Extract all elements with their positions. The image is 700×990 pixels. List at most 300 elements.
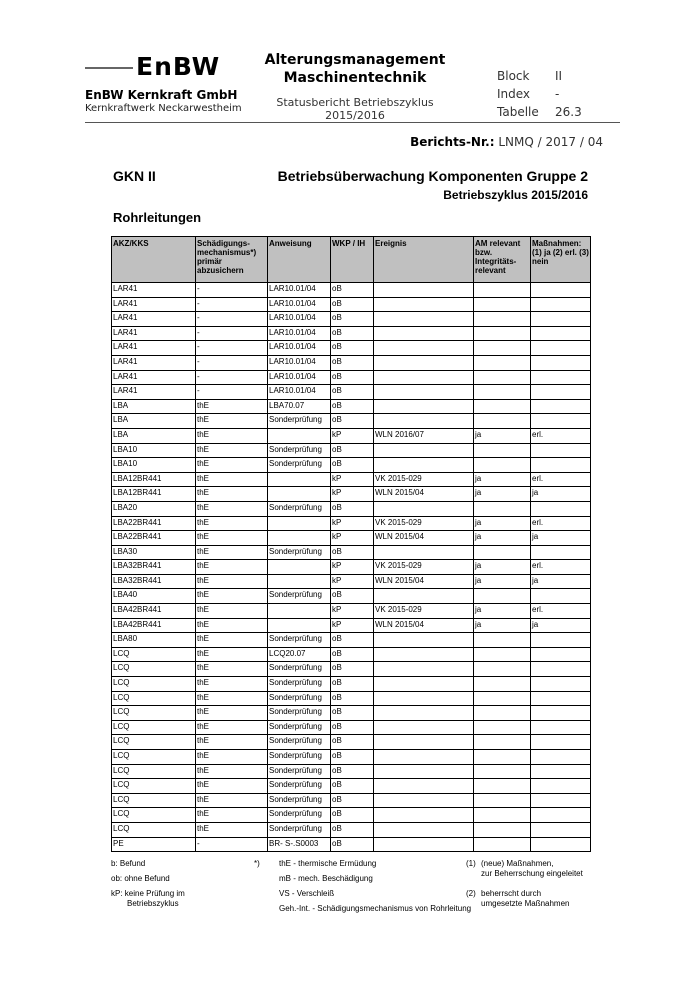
legend-the: thE - thermische Ermüdung xyxy=(279,859,377,868)
cell-am-relevant xyxy=(474,385,531,400)
cell-wkp: oB xyxy=(331,822,374,837)
header-event: Ereignis xyxy=(374,237,474,283)
cell-measures xyxy=(531,589,591,604)
logo-line xyxy=(85,67,133,69)
cell-event xyxy=(374,735,474,750)
cell-wkp: oB xyxy=(331,341,374,356)
cell-mechanism: thE xyxy=(196,574,268,589)
cell-akz: LCQ xyxy=(112,662,196,677)
table-row xyxy=(112,706,591,721)
cell-wkp: oB xyxy=(331,662,374,677)
cell-wkp: oB xyxy=(331,283,374,298)
table-row xyxy=(112,735,591,750)
cell-akz: LBA32BR441 xyxy=(112,560,196,575)
table-row xyxy=(112,326,591,341)
cell-event xyxy=(374,355,474,370)
cell-instruction: LAR10.01/04 xyxy=(268,326,331,341)
cell-measures xyxy=(531,501,591,516)
cell-event xyxy=(374,385,474,400)
cell-akz: LBA10 xyxy=(112,458,196,473)
cell-wkp: kP xyxy=(331,472,374,487)
cell-measures xyxy=(531,750,591,765)
cell-mechanism: thE xyxy=(196,472,268,487)
cell-mechanism: thE xyxy=(196,443,268,458)
cell-akz: LCQ xyxy=(112,720,196,735)
header-measures: Maßnahmen: (1) ja (2) erl. (3) nein xyxy=(531,237,591,283)
cell-instruction: Sonderprüfung xyxy=(268,764,331,779)
cell-event: VK 2015-029 xyxy=(374,604,474,619)
cell-akz: LBA30 xyxy=(112,545,196,560)
cell-am-relevant: ja xyxy=(474,574,531,589)
legend-keine-pruefung: kP: keine Prüfung im xyxy=(111,889,185,898)
cell-event: VK 2015-029 xyxy=(374,560,474,575)
cell-measures xyxy=(531,414,591,429)
cell-mechanism: thE xyxy=(196,531,268,546)
cell-am-relevant xyxy=(474,501,531,516)
legend-m1-text-cont: zur Beherrschung eingeleitet xyxy=(481,869,583,878)
table-row xyxy=(112,297,591,312)
cell-instruction: Sonderprüfung xyxy=(268,589,331,604)
cell-measures: erl. xyxy=(531,560,591,575)
cell-am-relevant xyxy=(474,355,531,370)
cell-akz: LCQ xyxy=(112,764,196,779)
cell-akz: LBA xyxy=(112,428,196,443)
cycle-subtitle: Betriebszyklus 2015/2016 xyxy=(443,188,588,202)
legend-befund: b: Befund xyxy=(111,859,146,868)
cell-wkp: kP xyxy=(331,560,374,575)
table-row xyxy=(112,779,591,794)
cell-am-relevant xyxy=(474,443,531,458)
cell-mechanism: thE xyxy=(196,764,268,779)
cell-measures xyxy=(531,341,591,356)
legend-ohne-befund: ob: ohne Befund xyxy=(111,874,170,883)
piping-table xyxy=(111,236,591,852)
cell-wkp: oB xyxy=(331,414,374,429)
table-row xyxy=(112,283,591,298)
cell-mechanism: thE xyxy=(196,428,268,443)
cell-instruction: Sonderprüfung xyxy=(268,720,331,735)
cell-instruction xyxy=(268,604,331,619)
header-instruction: Anweisung xyxy=(268,237,331,283)
cell-event xyxy=(374,808,474,823)
cell-akz: LBA80 xyxy=(112,633,196,648)
cell-mechanism: thE xyxy=(196,822,268,837)
cell-am-relevant: ja xyxy=(474,604,531,619)
table-row xyxy=(112,691,591,706)
cell-am-relevant: ja xyxy=(474,618,531,633)
cell-akz: LBA xyxy=(112,414,196,429)
cell-wkp: oB xyxy=(331,501,374,516)
cell-am-relevant xyxy=(474,808,531,823)
table-row xyxy=(112,516,591,531)
cell-instruction: Sonderprüfung xyxy=(268,677,331,692)
cell-am-relevant xyxy=(474,414,531,429)
cell-wkp: oB xyxy=(331,735,374,750)
cell-event xyxy=(374,779,474,794)
cell-am-relevant xyxy=(474,793,531,808)
table-row xyxy=(112,589,591,604)
cell-wkp: oB xyxy=(331,312,374,327)
cell-wkp: oB xyxy=(331,691,374,706)
page-title: Betriebsüberwachung Komponenten Gruppe 2 xyxy=(277,168,588,184)
cell-wkp: oB xyxy=(331,545,374,560)
cell-event xyxy=(374,399,474,414)
cell-akz: LBA20 xyxy=(112,501,196,516)
doc-subtitle: Statusbericht Betriebszyklus 2015/2016 xyxy=(276,96,434,122)
cell-wkp: oB xyxy=(331,720,374,735)
cell-event: VK 2015-029 xyxy=(374,516,474,531)
cell-akz: LCQ xyxy=(112,647,196,662)
cell-event xyxy=(374,312,474,327)
cell-instruction: LAR10.01/04 xyxy=(268,283,331,298)
cell-instruction: Sonderprüfung xyxy=(268,808,331,823)
cell-mechanism: thE xyxy=(196,677,268,692)
meta-table-value: 26.3 xyxy=(555,105,582,119)
cell-event: WLN 2015/04 xyxy=(374,574,474,589)
cell-akz: LCQ xyxy=(112,706,196,721)
table-row xyxy=(112,720,591,735)
cell-akz: LCQ xyxy=(112,735,196,750)
cell-measures: erl. xyxy=(531,472,591,487)
cell-mechanism: thE xyxy=(196,560,268,575)
report-number xyxy=(400,135,603,149)
table-row xyxy=(112,472,591,487)
cell-event xyxy=(374,326,474,341)
cell-instruction: LAR10.01/04 xyxy=(268,385,331,400)
table-row xyxy=(112,560,591,575)
meta-index-label: Index xyxy=(497,87,531,101)
cell-measures xyxy=(531,720,591,735)
cell-event xyxy=(374,501,474,516)
cell-event xyxy=(374,822,474,837)
plant-name: Kernkraftwerk Neckarwestheim xyxy=(85,103,242,114)
cell-am-relevant xyxy=(474,706,531,721)
header-akz: AKZ/KKS xyxy=(112,237,196,283)
cell-am-relevant xyxy=(474,691,531,706)
cell-mechanism: thE xyxy=(196,779,268,794)
meta-block-label: Block xyxy=(497,69,530,83)
cell-wkp: kP xyxy=(331,531,374,546)
cell-event xyxy=(374,677,474,692)
cell-mechanism: thE xyxy=(196,808,268,823)
cell-akz: LBA10 xyxy=(112,443,196,458)
cell-instruction: LAR10.01/04 xyxy=(268,370,331,385)
cell-mechanism: - xyxy=(196,312,268,327)
cell-wkp: kP xyxy=(331,574,374,589)
cell-instruction xyxy=(268,472,331,487)
header-mechanism: Schädigungs-mechanismus*) primär abzusichern xyxy=(196,237,268,283)
cell-wkp: oB xyxy=(331,750,374,765)
cell-instruction xyxy=(268,428,331,443)
cell-measures xyxy=(531,677,591,692)
cell-instruction: Sonderprüfung xyxy=(268,458,331,473)
cell-am-relevant xyxy=(474,764,531,779)
cell-instruction: Sonderprüfung xyxy=(268,779,331,794)
cell-wkp: oB xyxy=(331,399,374,414)
cell-mechanism: - xyxy=(196,341,268,356)
cell-mechanism: thE xyxy=(196,647,268,662)
cell-instruction: Sonderprüfung xyxy=(268,443,331,458)
legend-m2-mark: (2) xyxy=(466,889,476,898)
cell-measures xyxy=(531,443,591,458)
header-am-relevant: AM relevant bzw. Integritäts-relevant xyxy=(474,237,531,283)
cell-akz: LAR41 xyxy=(112,297,196,312)
cell-instruction: Sonderprüfung xyxy=(268,545,331,560)
cell-measures xyxy=(531,355,591,370)
cell-akz: LCQ xyxy=(112,822,196,837)
legend-m2-text: beherrscht durch xyxy=(481,889,542,898)
cell-instruction: LAR10.01/04 xyxy=(268,312,331,327)
cell-event xyxy=(374,297,474,312)
cell-instruction: Sonderprüfung xyxy=(268,750,331,765)
cell-instruction: Sonderprüfung xyxy=(268,633,331,648)
cell-instruction: Sonderprüfung xyxy=(268,822,331,837)
cell-am-relevant xyxy=(474,399,531,414)
legend-mb: mB - mech. Beschädigung xyxy=(279,874,373,883)
cell-instruction xyxy=(268,618,331,633)
cell-akz: LAR41 xyxy=(112,341,196,356)
meta-block-value: II xyxy=(555,69,563,83)
cell-measures xyxy=(531,837,591,852)
table-row xyxy=(112,385,591,400)
cell-akz: LCQ xyxy=(112,750,196,765)
cell-am-relevant: ja xyxy=(474,531,531,546)
cell-akz: LBA12BR441 xyxy=(112,487,196,502)
cell-mechanism: - xyxy=(196,385,268,400)
cell-mechanism: - xyxy=(196,837,268,852)
cell-akz: LBA22BR441 xyxy=(112,531,196,546)
cell-measures xyxy=(531,662,591,677)
cell-wkp: oB xyxy=(331,647,374,662)
cell-measures xyxy=(531,326,591,341)
table-row xyxy=(112,355,591,370)
table-row xyxy=(112,633,591,648)
cell-instruction xyxy=(268,487,331,502)
cell-measures xyxy=(531,822,591,837)
cell-event xyxy=(374,720,474,735)
table-row xyxy=(112,604,591,619)
cell-measures: erl. xyxy=(531,516,591,531)
cell-instruction: Sonderprüfung xyxy=(268,735,331,750)
cell-measures: ja xyxy=(531,531,591,546)
cell-am-relevant xyxy=(474,735,531,750)
cell-measures xyxy=(531,808,591,823)
cell-am-relevant xyxy=(474,720,531,735)
cell-event: WLN 2015/04 xyxy=(374,487,474,502)
cell-wkp: oB xyxy=(331,706,374,721)
cell-instruction: Sonderprüfung xyxy=(268,501,331,516)
cell-mechanism: - xyxy=(196,326,268,341)
table-body xyxy=(112,283,591,852)
cell-akz: LBA xyxy=(112,399,196,414)
cell-measures: erl. xyxy=(531,428,591,443)
table-row xyxy=(112,677,591,692)
cell-instruction xyxy=(268,574,331,589)
cell-event xyxy=(374,764,474,779)
cell-wkp: kP xyxy=(331,604,374,619)
cell-event xyxy=(374,793,474,808)
cell-mechanism: - xyxy=(196,297,268,312)
cell-am-relevant xyxy=(474,633,531,648)
table-row xyxy=(112,399,591,414)
cell-akz: LBA42BR441 xyxy=(112,604,196,619)
legend-m1-text: (neue) Maßnahmen, xyxy=(481,859,554,868)
cell-wkp: oB xyxy=(331,370,374,385)
cell-akz: LBA42BR441 xyxy=(112,618,196,633)
company-name: EnBW Kernkraft GmbH xyxy=(85,88,238,102)
cell-wkp: oB xyxy=(331,764,374,779)
cell-wkp: oB xyxy=(331,385,374,400)
cell-measures xyxy=(531,793,591,808)
header-divider xyxy=(85,122,620,123)
cell-mechanism: - xyxy=(196,370,268,385)
table-row xyxy=(112,458,591,473)
cell-akz: LCQ xyxy=(112,691,196,706)
cell-event xyxy=(374,545,474,560)
cell-event xyxy=(374,691,474,706)
cell-wkp: oB xyxy=(331,837,374,852)
cell-mechanism: thE xyxy=(196,487,268,502)
table-row xyxy=(112,370,591,385)
cell-instruction: Sonderprüfung xyxy=(268,691,331,706)
cell-event xyxy=(374,443,474,458)
cell-instruction xyxy=(268,531,331,546)
cell-mechanism: thE xyxy=(196,516,268,531)
cell-am-relevant xyxy=(474,750,531,765)
cell-event xyxy=(374,647,474,662)
cell-event xyxy=(374,414,474,429)
cell-measures xyxy=(531,779,591,794)
table-row xyxy=(112,414,591,429)
cell-event xyxy=(374,706,474,721)
cell-measures: ja xyxy=(531,574,591,589)
cell-event xyxy=(374,633,474,648)
doc-title-line1: Alterungsmanagement xyxy=(264,52,446,68)
cell-mechanism: thE xyxy=(196,458,268,473)
cell-wkp: kP xyxy=(331,487,374,502)
cell-event xyxy=(374,662,474,677)
cell-akz: LAR41 xyxy=(112,385,196,400)
cell-am-relevant: ja xyxy=(474,560,531,575)
table-row xyxy=(112,487,591,502)
cell-event xyxy=(374,370,474,385)
cell-measures: erl. xyxy=(531,604,591,619)
cell-event: VK 2015-029 xyxy=(374,472,474,487)
cell-am-relevant xyxy=(474,341,531,356)
cell-wkp: oB xyxy=(331,779,374,794)
cell-am-relevant xyxy=(474,779,531,794)
cell-am-relevant xyxy=(474,370,531,385)
cell-measures: ja xyxy=(531,487,591,502)
cell-akz: LCQ xyxy=(112,677,196,692)
cell-instruction xyxy=(268,560,331,575)
cell-wkp: oB xyxy=(331,458,374,473)
report-number-label: Berichts-Nr.: xyxy=(410,135,495,149)
cell-measures xyxy=(531,706,591,721)
table-row xyxy=(112,312,591,327)
cell-measures xyxy=(531,458,591,473)
cell-instruction: LAR10.01/04 xyxy=(268,341,331,356)
cell-instruction: LAR10.01/04 xyxy=(268,355,331,370)
cell-instruction: Sonderprüfung xyxy=(268,414,331,429)
cell-instruction: LAR10.01/04 xyxy=(268,297,331,312)
cell-measures xyxy=(531,312,591,327)
cell-measures xyxy=(531,297,591,312)
section-title: Rohrleitungen xyxy=(113,210,202,225)
cell-akz: LCQ xyxy=(112,793,196,808)
cell-am-relevant xyxy=(474,589,531,604)
cell-measures xyxy=(531,283,591,298)
cell-wkp: kP xyxy=(331,618,374,633)
cell-event xyxy=(374,837,474,852)
cell-mechanism: thE xyxy=(196,501,268,516)
table-row xyxy=(112,501,591,516)
table-row xyxy=(112,443,591,458)
cell-event: WLN 2015/04 xyxy=(374,618,474,633)
cell-am-relevant: ja xyxy=(474,428,531,443)
cell-measures xyxy=(531,764,591,779)
table-row xyxy=(112,545,591,560)
cell-instruction xyxy=(268,516,331,531)
table-row xyxy=(112,428,591,443)
cell-akz: LCQ xyxy=(112,779,196,794)
cell-wkp: oB xyxy=(331,793,374,808)
cell-am-relevant xyxy=(474,312,531,327)
report-number-value: LNMQ / 2017 / 04 xyxy=(498,135,603,149)
cell-mechanism: thE xyxy=(196,735,268,750)
cell-measures xyxy=(531,647,591,662)
cell-mechanism: - xyxy=(196,355,268,370)
table-row xyxy=(112,822,591,837)
cell-am-relevant xyxy=(474,837,531,852)
cell-am-relevant xyxy=(474,662,531,677)
cell-wkp: kP xyxy=(331,428,374,443)
cell-mechanism: thE xyxy=(196,633,268,648)
cell-mechanism: - xyxy=(196,283,268,298)
cell-akz: LAR41 xyxy=(112,370,196,385)
cell-wkp: oB xyxy=(331,355,374,370)
legend-m1-mark: (1) xyxy=(466,859,476,868)
cell-wkp: oB xyxy=(331,326,374,341)
cell-wkp: oB xyxy=(331,677,374,692)
cell-measures xyxy=(531,545,591,560)
cell-measures xyxy=(531,385,591,400)
cell-instruction: LBA70.07 xyxy=(268,399,331,414)
cell-event xyxy=(374,283,474,298)
legend-keine-pruefung-cont: Betriebszyklus xyxy=(127,899,179,908)
cell-wkp: oB xyxy=(331,297,374,312)
cell-am-relevant xyxy=(474,283,531,298)
table-row xyxy=(112,793,591,808)
table-row xyxy=(112,341,591,356)
cell-am-relevant xyxy=(474,822,531,837)
cell-mechanism: thE xyxy=(196,793,268,808)
company-logo: EnBW xyxy=(136,52,221,81)
cell-mechanism: thE xyxy=(196,691,268,706)
cell-instruction: BR- S-.S0003 xyxy=(268,837,331,852)
cell-akz: LBA12BR441 xyxy=(112,472,196,487)
cell-mechanism: thE xyxy=(196,545,268,560)
cell-am-relevant: ja xyxy=(474,472,531,487)
cell-am-relevant xyxy=(474,545,531,560)
table-row xyxy=(112,764,591,779)
legend-geh-int: Geh.-Int. - Schädigungsmechanismus von Rohrleitung xyxy=(279,904,472,913)
cell-wkp: oB xyxy=(331,589,374,604)
cell-mechanism: thE xyxy=(196,399,268,414)
cell-instruction: Sonderprüfung xyxy=(268,662,331,677)
cell-mechanism: thE xyxy=(196,604,268,619)
cell-akz: LBA40 xyxy=(112,589,196,604)
